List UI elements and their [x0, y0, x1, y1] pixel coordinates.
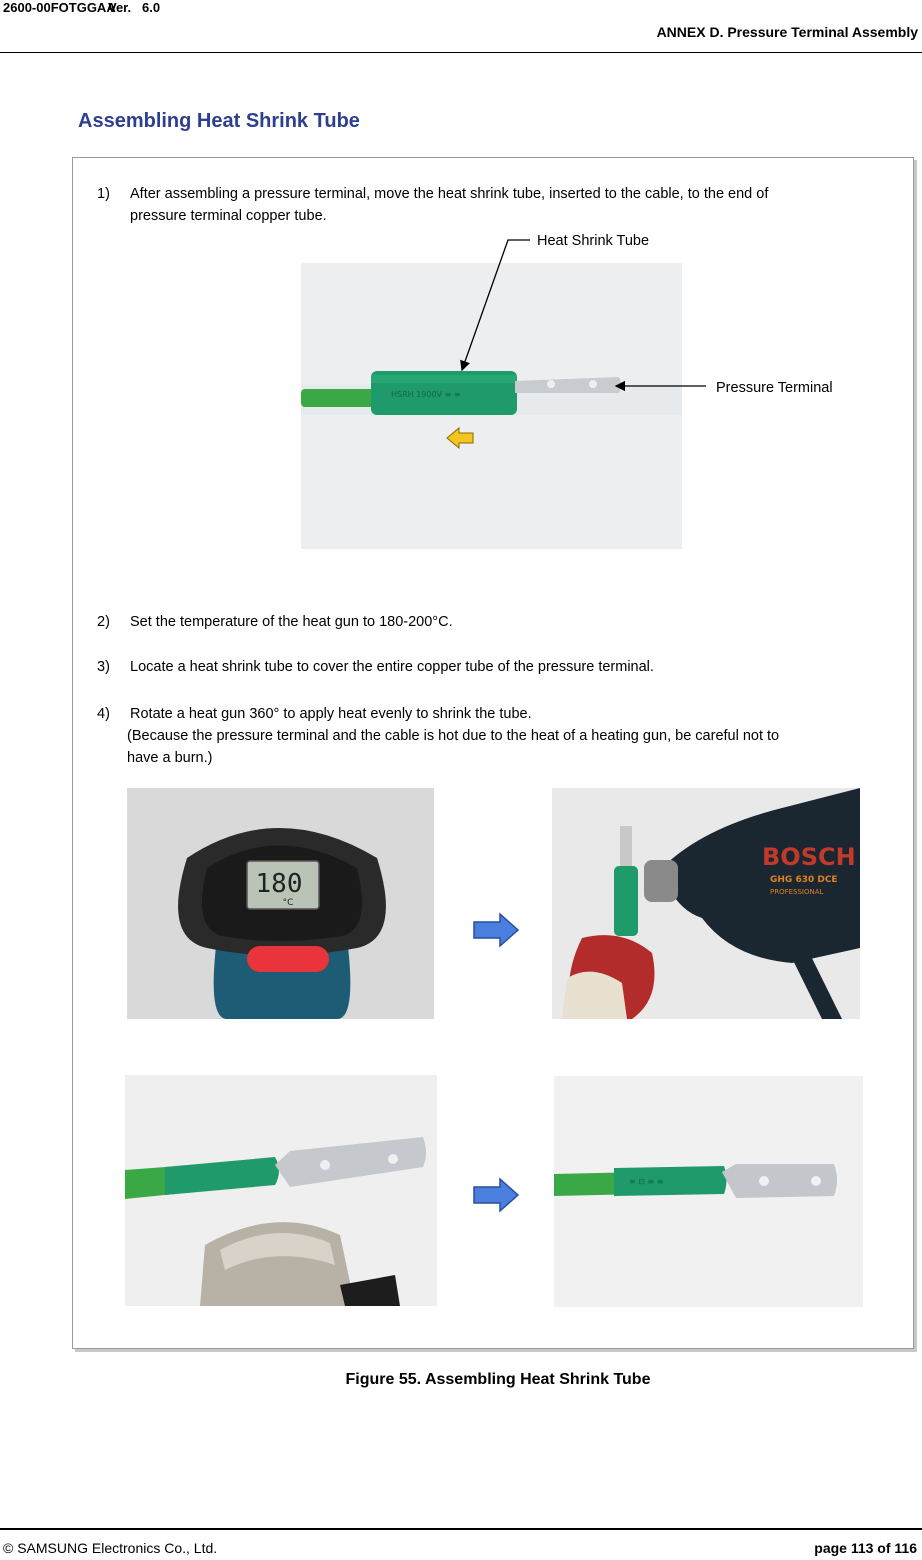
step-text-line: Locate a heat shrink tube to cover the entire copper tube of the pressure terminal. — [130, 659, 654, 675]
step-number: 3) — [97, 659, 110, 675]
photo-heat-gun-display — [127, 788, 434, 1019]
footer-divider — [0, 1528, 922, 1530]
figure-caption: Figure 55. Assembling Heat Shrink Tube — [345, 1371, 651, 1388]
document-id: 2600-00FOTGGAA — [3, 0, 116, 15]
step-number: 2) — [97, 614, 110, 630]
display-unit: °C — [282, 898, 294, 908]
step-text-line: pressure terminal copper tube. — [130, 208, 327, 224]
model-sub-label: PROFESSIONAL — [770, 888, 824, 896]
photo-heat-gun-bosch — [552, 788, 860, 1019]
brand-label: BOSCH — [762, 843, 856, 871]
callout-heat-shrink-tube: Heat Shrink Tube — [537, 233, 650, 249]
step-3 — [97, 657, 897, 679]
document-version: Ver. 6.0 — [108, 0, 161, 15]
svg-text:≡ ⊡ ≡ ≡: ≡ ⊡ ≡ ≡ — [629, 1177, 664, 1186]
callout-pressure-terminal: Pressure Terminal — [716, 380, 833, 396]
display-value: 180 — [255, 869, 303, 899]
photo-heating-tube — [125, 1075, 437, 1306]
footer-page-number: page 113 of 116 — [814, 1540, 917, 1556]
step-number: 1) — [97, 186, 110, 202]
step-2 — [97, 612, 897, 634]
step-text-line: Rotate a heat gun 360° to apply heat evenly to shrink the tube. — [130, 706, 532, 722]
model-label: GHG 630 DCE — [770, 875, 838, 885]
step-text-line: Set the temperature of the heat gun to 180-200°C. — [130, 614, 453, 630]
callout-leaders — [0, 0, 922, 600]
step-text-line: have a burn.) — [127, 750, 213, 766]
next-step-arrow-icon — [472, 1177, 520, 1213]
svg-text:HSRH 1900V ≡ ≡: HSRH 1900V ≡ ≡ — [391, 390, 461, 399]
step-number: 4) — [97, 706, 110, 722]
photo-finished-terminal — [554, 1076, 863, 1307]
footer-copyright: © SAMSUNG Electronics Co., Ltd. — [3, 1540, 218, 1556]
step-4 — [97, 704, 897, 770]
step-text-line: (Because the pressure terminal and the cable is hot due to the heat of a heating gun, be careful not to — [127, 728, 780, 744]
step-text-line: After assembling a pressure terminal, move the heat shrink tube, inserted to the cable, to the end of — [130, 186, 769, 202]
section-title: Assembling Heat Shrink Tube — [78, 110, 360, 132]
annex-title: ANNEX D. Pressure Terminal Assembly — [656, 24, 918, 40]
next-step-arrow-icon — [472, 912, 520, 948]
